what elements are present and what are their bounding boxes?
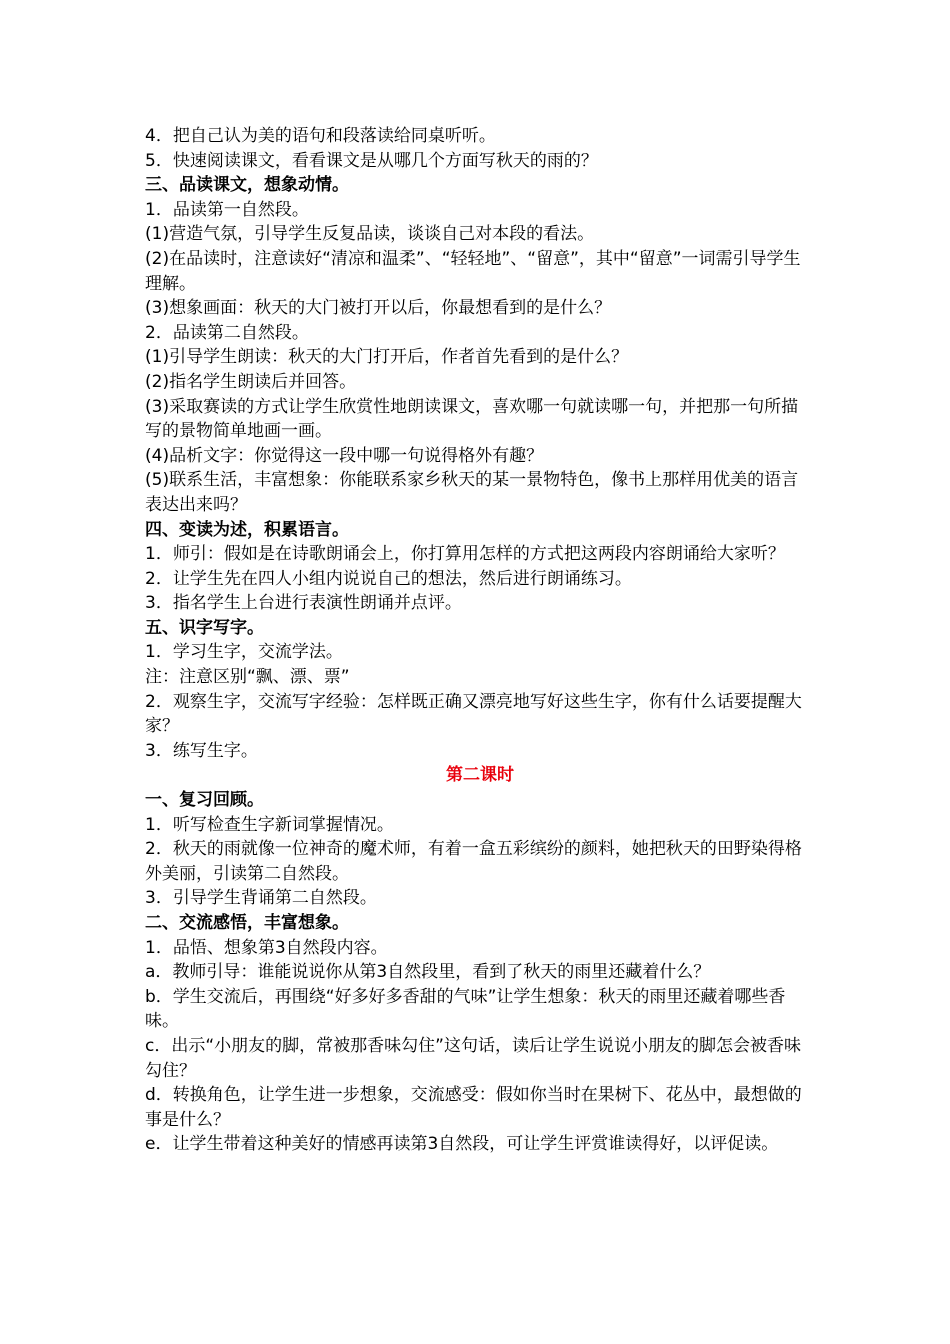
text-line: 1．品悟、想象第3自然段内容。 [145,937,388,958]
text-line: 1．听写检查生字新词掌握情况。 [145,814,394,835]
text-line: d．转换角色，让学生进一步想象，交流感受：假如你当时在果树下、花丛中，最想做的事是什么？ [145,1085,802,1130]
text-line: 2．品读第二自然段。 [145,322,309,343]
section-heading: 一、复习回顾。 [145,790,264,811]
text-line: (3)想象画面：秋天的大门被打开以后，你最想看到的是什么？ [145,298,612,319]
text-line: 2．秋天的雨就像一位神奇的魔术师，有着一盒五彩缤纷的颜料，她把秋天的田野染得格外美丽，引读第二自然段。 [145,839,802,884]
text-line: 5．快速阅读课文，看看课文是从哪几个方面写秋天的雨的？ [145,150,598,171]
text-line: 2．让学生先在四人小组内说说自己的想法，然后进行朗诵练习。 [145,568,632,589]
text-line: 3．引导学生背诵第二自然段。 [145,888,377,909]
section-heading: 五、识字写字。 [145,617,264,638]
text-line: a．教师引导：谁能说说你从第3自然段里，看到了秋天的雨里还藏着什么？ [145,962,711,983]
text-line: 3．指名学生上台进行表演性朗诵并点评。 [145,593,462,614]
text-line: (2)指名学生朗读后并回答。 [145,371,357,392]
text-line: 1．品读第一自然段。 [145,199,309,220]
text-line: c．出示“小朋友的脚，常被那香味勾住”这句话，读后让学生说说小朋友的脚怎会被香味勾住？ [145,1035,801,1081]
text-line: (1)引导学生朗读：秋天的大门打开后，作者首先看到的是什么？ [145,347,629,368]
text-line: 注：注意区别“飘、漂、票” [145,667,350,688]
text-line: b．学生交流后，再围绕“好多好多香甜的气味”让学生想象：秋天的雨里还藏着哪些香味。 [145,986,786,1032]
text-line: 4．把自己认为美的语句和段落读给同桌听听。 [145,126,496,146]
text-line: 1．师引：假如是在诗歌朗诵会上，你打算用怎样的方式把这两段内容朗诵给大家听？ [145,544,785,565]
text-line: 2．观察生字，交流写字经验：怎样既正确又漂亮地写好这些生字，你有什么话要提醒大家？ [145,691,802,737]
text-line: 1．学习生字，交流学法。 [145,642,343,663]
document-body [145,124,815,1157]
text-line: (1)营造气氛，引导学生反复品读，谈谈自己对本段的看法。 [145,224,595,245]
section-heading: 四、变读为述，积累语言。 [145,519,349,540]
section-heading: 三、品读课文，想象动情。 [145,175,349,196]
text-line: (4)品析文字：你觉得这一段中哪一句说得格外有趣？ [145,445,544,466]
text-line: 3．练写生字。 [145,740,258,761]
session-title: 第二课时 [446,765,514,786]
text-line: (3)采取赛读的方式让学生欣赏性地朗读课文，喜欢哪一句就读哪一句，并把那一句所描写的景物简单地画一画。 [145,396,799,442]
text-line: e．让学生带着这种美好的情感再读第3自然段，可让学生评赏谁读得好，以评促读。 [145,1134,779,1155]
text-line: (2)在品读时，注意读好“清凉和温柔”、“轻轻地”、“留意”，其中“留意”一词需引导学生理解。 [145,248,801,294]
text-line: (5)联系生活，丰富想象：你能联系家乡秋天的某一景物特色，像书上那样用优美的语言表达出来吗？ [145,470,799,515]
section-heading: 二、交流感悟，丰富想象。 [145,913,349,933]
